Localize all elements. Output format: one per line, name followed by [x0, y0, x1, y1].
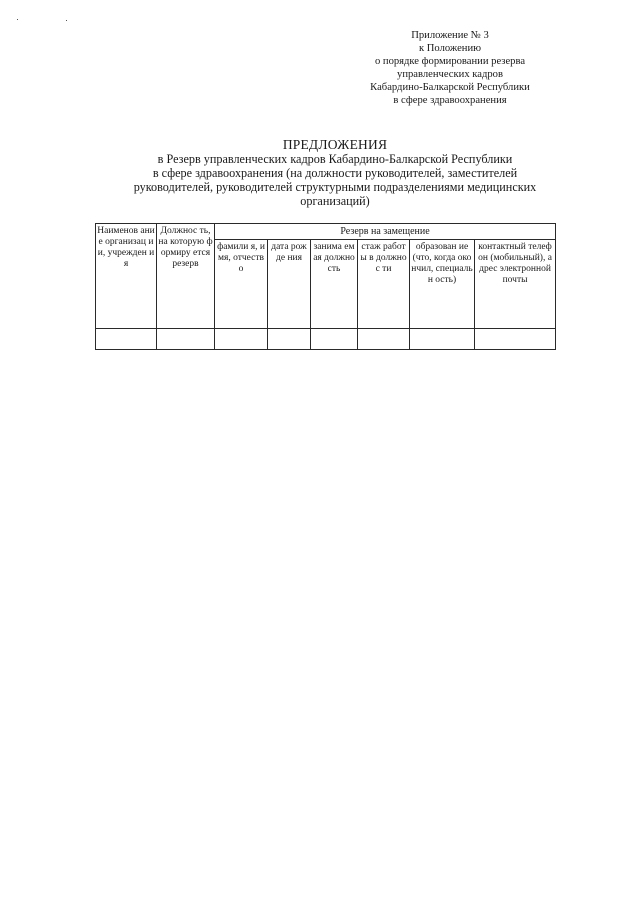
table-row: [96, 329, 556, 350]
scan-speck: [17, 19, 18, 20]
document-heading: [60, 137, 610, 208]
column-header-education: образован ие (что, когда окончил, специальн ость): [410, 240, 475, 329]
table-cell: [96, 329, 157, 350]
table-cell: [268, 329, 311, 350]
document-subtitle: [60, 152, 610, 208]
column-header-birth-date: дата рожде ния: [268, 240, 311, 329]
document-title: ПРЕДЛОЖЕНИЯ: [282, 137, 388, 152]
appendix-header: [340, 29, 560, 107]
column-group-header-reserve: Резерв на замещение: [215, 224, 556, 240]
column-header-position: Должнос ть, на которую формиру ется резерв: [157, 224, 215, 329]
reserve-proposals-table: [95, 223, 556, 350]
appendix-line: о порядке формировании резерва: [374, 56, 526, 67]
subtitle-line: в сфере здравоохранения (на должности руководителей, заместителей: [152, 166, 518, 180]
column-header-full-name: фамили я, имя, отчеств о: [215, 240, 268, 329]
table-cell: [410, 329, 475, 350]
table-cell: [475, 329, 556, 350]
table-cell: [157, 329, 215, 350]
table-cell: [358, 329, 410, 350]
subtitle-line: организаций): [300, 194, 370, 208]
table-cell: [311, 329, 358, 350]
scan-speck: [66, 20, 67, 21]
appendix-line: Кабардино-Балкарской Республики: [370, 82, 530, 93]
column-header-experience: стаж работы в должнос ти: [358, 240, 410, 329]
column-header-current-position: занима емая должно сть: [311, 240, 358, 329]
column-header-contacts: контактный телефон (мобильный), адрес электронной почты: [475, 240, 556, 329]
table-cell: [215, 329, 268, 350]
appendix-line: к Положению: [418, 43, 482, 54]
subtitle-line: руководителей, руководителей структурными подразделениями медицинских: [133, 180, 537, 194]
appendix-line: Приложение № 3: [411, 30, 489, 41]
appendix-line: в сфере здравоохранения: [393, 95, 507, 106]
subtitle-line: в Резерв управленческих кадров Кабардино-Балкарской Республики: [157, 152, 513, 166]
table-header-row: [96, 224, 556, 240]
appendix-line: управленческих кадров: [397, 69, 503, 80]
column-header-organization: Наименов ание организац ии, учрежден ия: [96, 224, 157, 329]
